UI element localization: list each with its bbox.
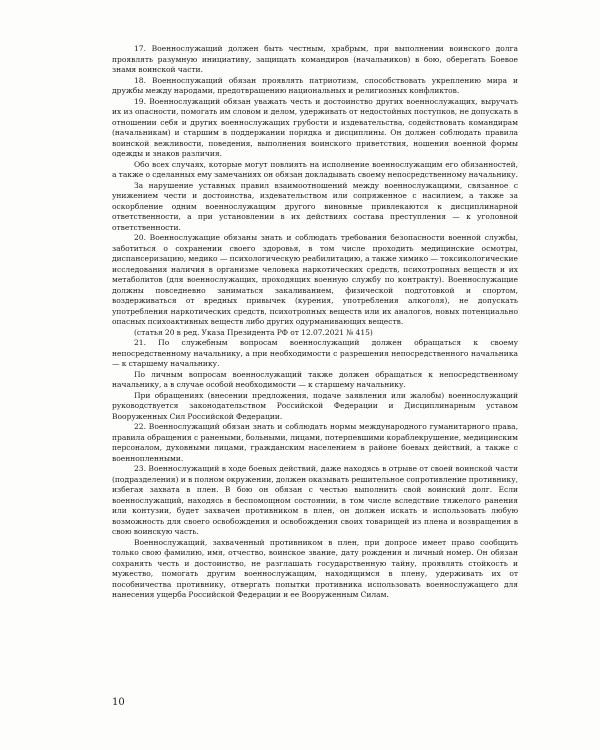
paragraph-21-appeals: При обращениях (внесении предложения, подаче заявления или жалобы) военнослужащий руководствуется законодательством Российской Федерации и Дисциплинарным уставом Вооруженных Сил Российской Федерации. (112, 390, 518, 421)
paragraph-20: 20. Военнослужащие обязаны знать и соблюдать требования безопасности военной службы, заботиться о сохранении своего здоровья, в том числе проходить медицинские осмотры, диспансеризацию, медико — психологическую реабилитацию, а также химико — токсикологические исследования наличия в организме человека наркотических средств, психотропных веществ и их метаболитов (для военнослужащих, проходящих военную службу по контракту). Военнослужащие должны повседневно заниматься закаливанием, физической подготовкой и спортом, воздерживаться от вредных привычек (курения, употребления алкоголя), не допускать употребления наркотических средств, психотропных веществ или их аналогов, новых потенциально опасных психоактивных веществ либо других одурманивающих веществ. (112, 233, 518, 326)
paragraph-22: 22. Военнослужащий обязан знать и соблюдать нормы международного гуманитарного права, правила обращения с ранеными, больными, лицами, потерпевшими кораблекрушение, медицинским персоналом, духовными лицами, гражданским населением в районе боевых действий, а также с военнопленными. (112, 422, 518, 463)
paragraph-18: 18. Военнослужащий обязан проявлять патриотизм, способствовать укреплению мира и дружбы между народами, предотвращению национальных и религиозных конфликтов. (112, 75, 518, 95)
paragraph-23-captivity: Военнослужащий, захваченный противником в плен, при допросе имеет право сообщить только свою фамилию, имя, отчество, воинское звание, дату рождения и личный номер. Он обязан сохранять честь и достоинство, не разглашать государственную тайну, проявлять стойкость и мужество, помогать другим военнослужащим, находящимся в плену, удерживать их от пособничества противнику, отвергать попытки противника использовать военнослужащего для нанесения ущерба Российской Федерации и ее Вооруженным Силам. (112, 537, 518, 599)
paragraph-19-reporting: Обо всех случаях, которые могут повлиять на исполнение военнослужащим его обязанностей, а также о сделанных ему замечаниях он обязан докладывать своему непосредственному начальнику. (112, 159, 518, 179)
paragraph-23: 23. Военнослужащий в ходе боевых действий, даже находясь в отрыве от своей воинской части (подразделения) и в полном окружении, должен оказывать решительное сопротивление противнику, избегая захвата в плен. В бою он обязан с честью выполнить свой воинский долг. Если военнослужащий, находясь в беспомощном состоянии, в том числе вследствие тяжелого ранения или контузии, будет захвачен противником в плен, он должен искать и использовать любую возможность для своего освобождения и освобождения своих товарищей из плена и возвращения в свою воинскую часть. (112, 464, 518, 536)
paragraph-21: 21. По служебным вопросам военнослужащий должен обращаться к своему непосредственному начальнику, а при необходимости с разрешения непосредственного начальника — к старшему начальнику. (112, 338, 518, 368)
paragraph-21-personal: По личным вопросам военнослужащий также должен обращаться к непосредственному начальнику, а в случае особой необходимости — к старшему начальнику. (112, 369, 518, 389)
paragraph-19: 19. Военнослужащий обязан уважать честь и достоинство других военнослужащих, выручать их из опасности, помогать им словом и делом, удерживать от недостойных поступков, не допускать в отношении себя и других военнослужащих грубости и издевательства, содействовать командирам (начальникам) и старшим в поддержании порядка и дисциплины. Он должен соблюдать правила воинской вежливости, поведения, выполнения воинского приветствия, ношения военной формы одежды и знаков различия. (112, 96, 518, 158)
paragraph-17: 17. Военнослужащий должен быть честным, храбрым, при выполнении воинского долга проявлять разумную инициативу, защищать командиров (начальников) в бою, оберегать Боевое знамя воинской части. (112, 44, 518, 74)
paragraph-19-liability: За нарушение уставных правил взаимоотношений между военнослужащими, связанное с унижением чести и достоинства, издевательством или сопряженное с насилием, а также за оскорбление одним военнослужащим другого виновные привлекаются к дисциплинарной ответственности, а при установлении в их действиях состава преступления — к уголовной ответственности. (112, 180, 518, 232)
paragraph-20-amendment-note: (статья 20 в ред. Указа Президента РФ от 12.07.2021 № 415) (134, 327, 373, 337)
page-number: 10 (112, 697, 125, 708)
body-text (112, 44, 518, 601)
